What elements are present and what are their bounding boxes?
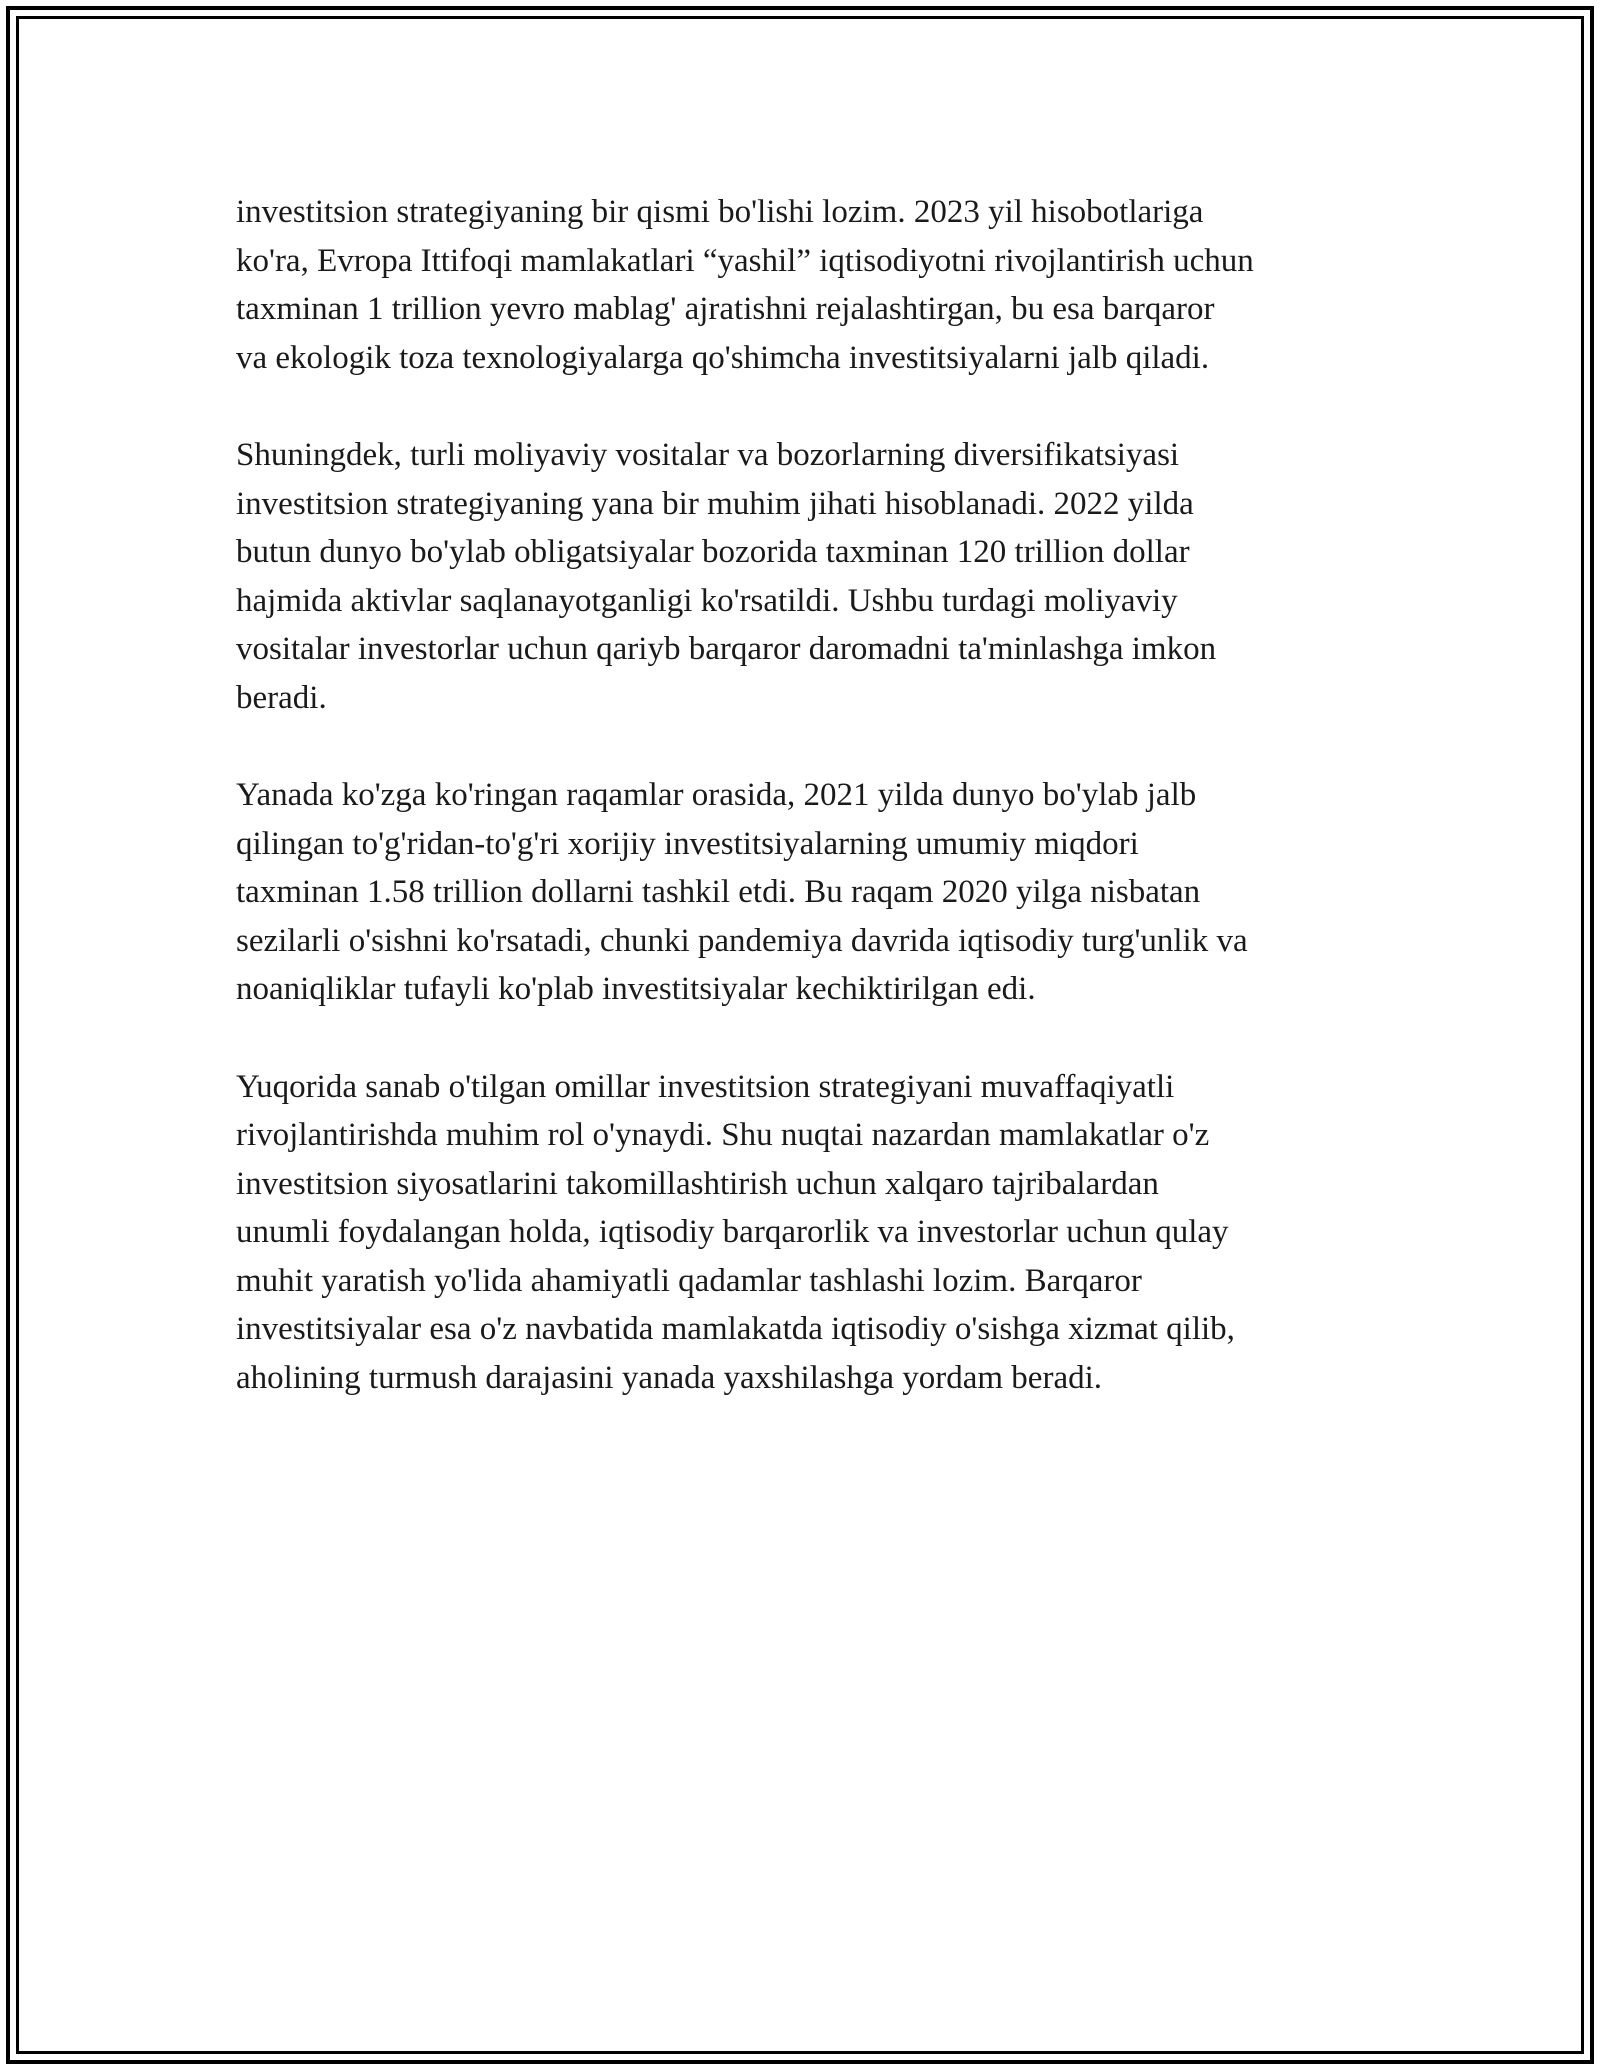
- paragraph-4: [236, 1063, 1386, 1403]
- paragraph-line: rivojlantirishda muhim rol o'ynaydi. Shu nuqtai nazardan mamlakatlar o'z: [236, 1117, 1210, 1153]
- paragraph-line: butun dunyo bo'ylab obligatsiyalar bozorida taxminan 120 trillion dollar: [236, 534, 1190, 570]
- paragraph-line: taxminan 1 trillion yevro mablag' ajratishni rejalashtirgan, bu esa barqaror: [236, 291, 1215, 327]
- paragraph-line: investitsiyalar esa o'z navbatida mamlakatda iqtisodiy o'sishga xizmat qilib,: [236, 1311, 1235, 1347]
- paragraph-line: muhit yaratish yo'lida ahamiyatli qadamlar tashlashi lozim. Barqaror: [236, 1262, 1142, 1299]
- paragraph-line: sezilarli o'sishni ko'rsatadi, chunki pandemiya davrida iqtisodiy turg'unlik va: [236, 922, 1248, 959]
- paragraph-line: Yuqorida sanab o'tilgan omillar investitsion strategiyani muvaffaqiyatli: [236, 1068, 1175, 1105]
- paragraph-line: Yanada ko'zga ko'ringan raqamlar orasida, 2021 yilda dunyo bo'ylab jalb: [236, 777, 1197, 813]
- paragraph-line: qilingan to'g'ridan-to'g'ri xorijiy investitsiyalarning umumiy miqdori: [236, 825, 1139, 862]
- paragraph-line: va ekologik toza texnologiyalarga qo'shimcha investitsiyalarni jalb qiladi.: [236, 339, 1210, 376]
- paragraph-line: beradi.: [236, 679, 327, 716]
- paragraph-line: ko'ra, Evropa Ittifoqi mamlakatlari “yashil” iqtisodiyotni rivojlantirish uchun: [236, 242, 1254, 279]
- paragraph-line: hajmida aktivlar saqlanayotganligi ko'rsatildi. Ushbu turdagi moliyaviy: [236, 582, 1178, 619]
- paragraph-line: investitsion strategiyaning bir qismi bo'lishi lozim. 2023 yil hisobotlariga: [236, 194, 1204, 230]
- paragraph-line: Shuningdek, turli moliyaviy vositalar va bozorlarning diversifikatsiyasi: [236, 437, 1180, 473]
- document-body: [236, 188, 1386, 1451]
- paragraph-2: [236, 431, 1386, 722]
- paragraph-3: [236, 771, 1386, 1014]
- paragraph-line: investitsion strategiyaning yana bir muhim jihati hisoblanadi. 2022 yilda: [236, 485, 1194, 522]
- paragraph-1: [236, 188, 1386, 382]
- paragraph-line: taxminan 1.58 trillion dollarni tashkil etdi. Bu raqam 2020 yilga nisbatan: [236, 874, 1201, 910]
- paragraph-line: noaniqliklar tufayli ko'plab investitsiyalar kechiktirilgan edi.: [236, 971, 1036, 1007]
- paragraph-line: investitsion siyosatlarini takomillashtirish uchun xalqaro tajribalardan: [236, 1165, 1159, 1202]
- paragraph-line: unumli foydalangan holda, iqtisodiy barqarorlik va investorlar uchun qulay: [236, 1214, 1229, 1250]
- paragraph-line: vositalar investorlar uchun qariyb barqaror daromadni ta'minlashga imkon: [236, 631, 1217, 667]
- paragraph-line: aholining turmush darajasini yanada yaxshilashga yordam beradi.: [236, 1359, 1103, 1396]
